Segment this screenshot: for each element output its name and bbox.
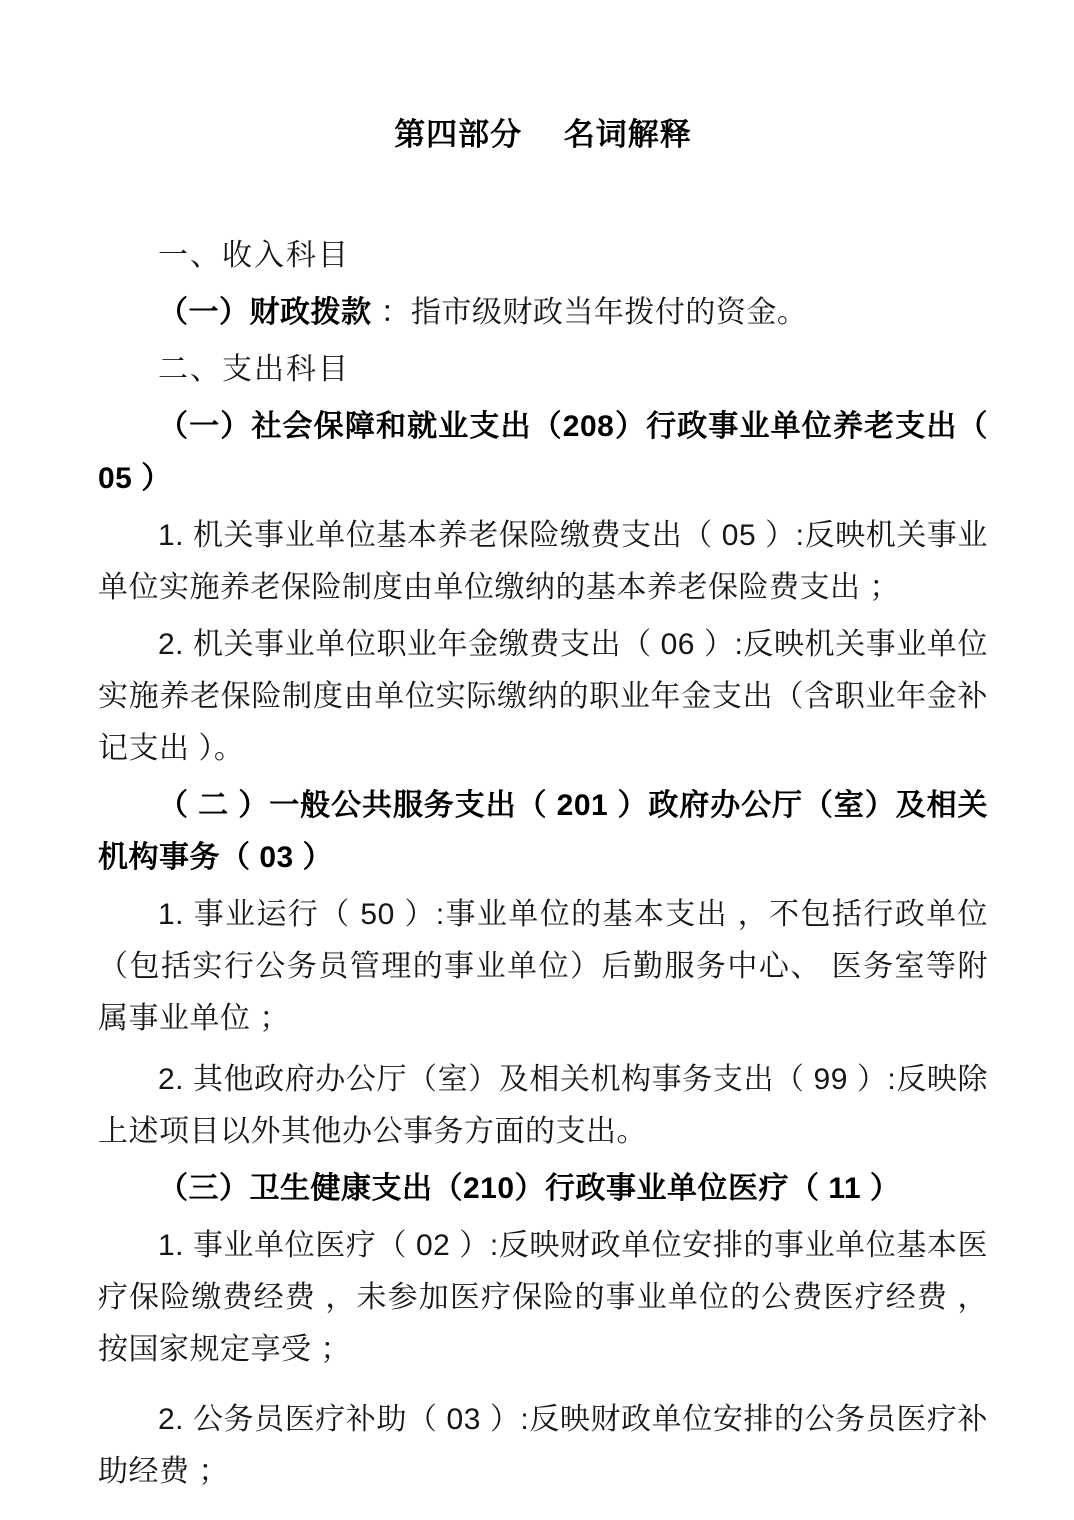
paragraph-institution-medical: 1. 事业单位医疗（ 02 ）:反映财政单位安排的事业单位基本医疗保险缴费经费 ，未参加医疗保险的事业单位的公费医疗经费 ，按国家规定享受 ； [98, 1229, 988, 1366]
section-heading-expense-subjects: 二、支出科目 [158, 353, 350, 386]
document-title: 第四部分 名词解释 [394, 117, 692, 152]
heading-health-expenditure: （三）卫生健康支出（210）行政事业单位医疗（ 11 ） [158, 1172, 901, 1205]
term-fiscal-allocation-definition: ：指市级财政当年拨付的资金。 [371, 296, 808, 329]
paragraph-occupational-annuity: 2. 机关事业单位职业年金缴费支出（ 06 ）:反映机关事业单位实施养老保险制度由单位实际缴纳的职业年金支出（含职业年金补记支出 ）。 [98, 628, 988, 765]
section-heading-income-subjects: 一、收入科目 [158, 239, 350, 272]
heading-social-security-employment: （一）社会保障和就业支出（208）行政事业单位养老支出（ 05 ） [98, 410, 988, 495]
document-body [98, 230, 988, 1498]
term-fiscal-allocation-name: （一）财政拨款 [158, 296, 372, 329]
paragraph-institution-operation: 1. 事业运行（ 50 ）:事业单位的基本支出 ，不包括行政单位（包括实行公务员管理的事业单位）后勤服务中心、 医务室等附属事业单位 ； [98, 898, 988, 1035]
term-fiscal-allocation [98, 287, 988, 339]
paragraph-pension-basic-insurance: 1. 机关事业单位基本养老保险缴费支出（ 05 ）:反映机关事业单位实施养老保险制度由单位缴纳的基本养老保险费支出 ； [98, 519, 988, 604]
paragraph-other-gov-office-affairs: 2. 其他政府办公厅（室）及相关机构事务支出（ 99 ）:反映除上述项目以外其他办公事务方面的支出。 [98, 1063, 988, 1148]
heading-general-public-services: （ 二 ）一般公共服务支出（ 201 ）政府办公厅（室）及相关机构事务（ 03 ） [98, 789, 988, 874]
paragraph-civil-servant-medical-subsidy: 2. 公务员医疗补助（ 03 ）:反映财政单位安排的公务员医疗补助经费 ； [98, 1403, 988, 1488]
